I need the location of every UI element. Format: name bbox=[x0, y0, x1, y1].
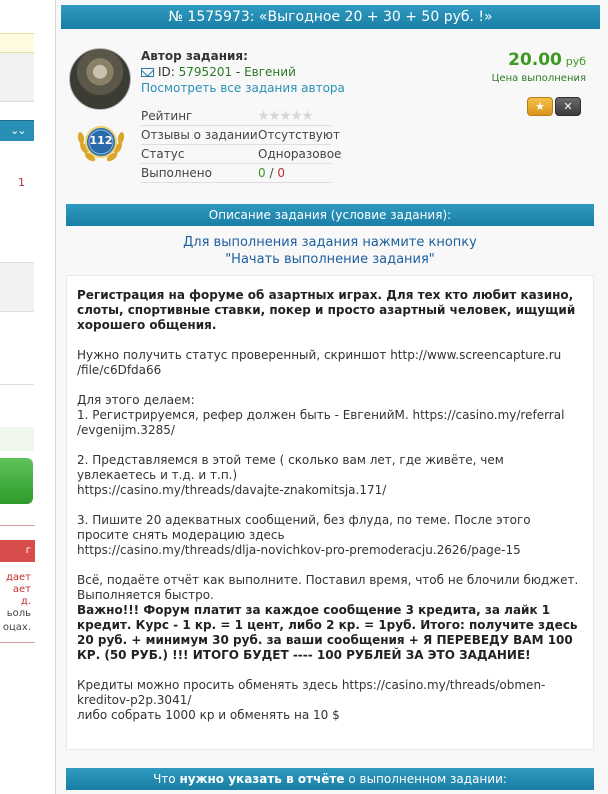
left-sidebar bbox=[0, 0, 35, 794]
author-id[interactable]: 5795201 bbox=[178, 65, 233, 79]
rating-label: Рейтинг bbox=[141, 109, 193, 123]
author-id-line bbox=[141, 65, 296, 79]
description-header: Описание задания (условие задания): bbox=[66, 204, 594, 226]
sidebar-warning-line: ьоль bbox=[6, 608, 31, 619]
description-link: /file/c6Dfda66 bbox=[77, 363, 162, 377]
rating-row bbox=[141, 107, 331, 126]
description-paragraph: Нужно получить статус проверенный, скриншот http://www.screencapture.ru bbox=[77, 348, 562, 362]
sidebar-strip-green bbox=[0, 427, 34, 451]
description-paragraph: Кредиты можно просить обменять здесь https://casino.my/threads/obmen-kreditov-p2p.3041/ bbox=[77, 678, 546, 707]
reviews-value: Отсутствуют bbox=[258, 128, 340, 142]
instruction-line: "Начать выполнение задания" bbox=[225, 252, 435, 267]
completed-label: Выполнено bbox=[141, 166, 212, 180]
sidebar-warning-line: ает bbox=[12, 584, 31, 595]
author-separator: - bbox=[232, 65, 245, 79]
task-price bbox=[496, 50, 586, 70]
sidebar-warning-header: г bbox=[0, 540, 35, 562]
completed-ok-count: 0 bbox=[258, 166, 266, 180]
description-paragraph: 3. Пишите 20 адекватных сообщений, без флуда, по теме. После этого просите снять модерацию здесь bbox=[77, 513, 531, 542]
report-header-bold: нужно указать в отчёте bbox=[179, 772, 345, 786]
status-value: Одноразовое bbox=[258, 147, 342, 161]
sidebar-notice-strip bbox=[0, 33, 34, 53]
status-row bbox=[141, 145, 342, 164]
description-paragraph: Всё, подаёте отчёт как выполните. Поставил время, чтоб не блочили бюджет. Выполняется быстро. bbox=[77, 573, 579, 602]
star-icon bbox=[280, 110, 291, 121]
star-icon bbox=[291, 110, 302, 121]
reviews-label: Отзывы о задании bbox=[141, 128, 258, 142]
sidebar-green-button[interactable] bbox=[0, 458, 33, 504]
report-header bbox=[66, 768, 594, 790]
report-header-text: Что bbox=[153, 772, 180, 786]
hide-task-button[interactable] bbox=[555, 97, 581, 116]
start-instruction bbox=[66, 234, 594, 268]
description-paragraph: Регистрация на форуме об азартных играх. Для тех кто любит казино, слоты, спортивные ставки, покер и просто азартный человек, ищущий хорошего общения. bbox=[77, 288, 576, 332]
author-id-label: ID: bbox=[158, 65, 175, 79]
rating-stars bbox=[258, 110, 313, 124]
completed-rejected-count: 0 bbox=[277, 166, 285, 180]
chevron-down-icon: ⌄⌄ bbox=[10, 124, 25, 137]
completed-value bbox=[258, 166, 285, 180]
completed-separator: / bbox=[265, 166, 278, 180]
sidebar-panel bbox=[0, 53, 34, 102]
favorite-button[interactable] bbox=[527, 97, 553, 116]
description-paragraph: Для этого делаем: bbox=[77, 393, 195, 407]
star-icon bbox=[269, 110, 280, 121]
reviews-row bbox=[141, 126, 340, 145]
sidebar-warning-box bbox=[0, 525, 35, 643]
price-value: 20.00 bbox=[508, 50, 562, 70]
price-label: Цена выполнения bbox=[491, 73, 586, 84]
all-author-tasks-link[interactable]: Посмотреть все задания автора bbox=[141, 81, 345, 95]
sidebar-collapse-tab[interactable] bbox=[0, 120, 34, 141]
task-panel bbox=[55, 0, 608, 794]
avatar[interactable] bbox=[69, 48, 131, 110]
sidebar-divider bbox=[0, 384, 34, 385]
description-paragraph: 2. Представляемся в этой теме ( сколько вам лет, где живёте, чем увлекаетесь и т.д. и т.п.) bbox=[77, 453, 504, 482]
description-link: https://casino.my/threads/davajte-znakomitsja.171/ bbox=[77, 483, 387, 497]
level-badge-number: 112 bbox=[89, 134, 113, 147]
price-currency: руб bbox=[565, 55, 586, 68]
sidebar-warning-line: д. bbox=[20, 596, 31, 607]
description-important: Важно!!! Форум платит за каждое сообщение 3 кредита, за лайк 1 кредит. Курс - 1 кр. = 1 цент, либо 2 кр. = 1руб. Итого: получите здесь 20 руб. + минимум 30 руб. за ваши сообщения + Я ПЕРЕВЕДУ ВАМ 100 КР. (50 РУБ.) !!! ИТОГО БУДЕТ ---- 100 РУБЛЕЙ ЗА ЭТО ЗАДАНИЕ! bbox=[77, 603, 578, 662]
report-header-text: о выполненном задании: bbox=[344, 772, 507, 786]
completed-row bbox=[141, 164, 331, 183]
sidebar-counter: 1 bbox=[18, 176, 25, 189]
star-icon bbox=[258, 110, 269, 121]
sidebar-panel-2 bbox=[0, 262, 34, 312]
author-name[interactable]: Евгений bbox=[244, 65, 296, 79]
description-paragraph: либо собрать 1000 кр и обменять на 10 $ bbox=[77, 708, 340, 722]
sidebar-warning-line: дает bbox=[5, 572, 31, 583]
instruction-line: Для выполнения задания нажмите кнопку bbox=[183, 235, 477, 250]
mail-icon[interactable] bbox=[141, 68, 154, 77]
task-title: № 1575973: «Выгодное 20 + 30 + 50 руб. !» bbox=[61, 5, 600, 29]
author-label: Автор задания: bbox=[141, 49, 248, 63]
star-icon bbox=[302, 110, 313, 121]
task-info-table bbox=[141, 107, 342, 183]
sidebar-warning-line: оцах. bbox=[2, 622, 31, 633]
status-label: Статус bbox=[141, 147, 185, 161]
description-paragraph: 1. Регистрируемся, рефер должен быть - ЕвгенийМ. https://casino.my/referral bbox=[77, 408, 565, 422]
close-icon: ✕ bbox=[563, 100, 573, 113]
description-link: https://casino.my/threads/dlja-novichkov-pro-premoderacju.2626/page-15 bbox=[77, 543, 521, 557]
star-icon: ★ bbox=[535, 100, 545, 113]
description-link: /evgenijm.3285/ bbox=[77, 423, 175, 437]
task-description bbox=[66, 275, 594, 750]
